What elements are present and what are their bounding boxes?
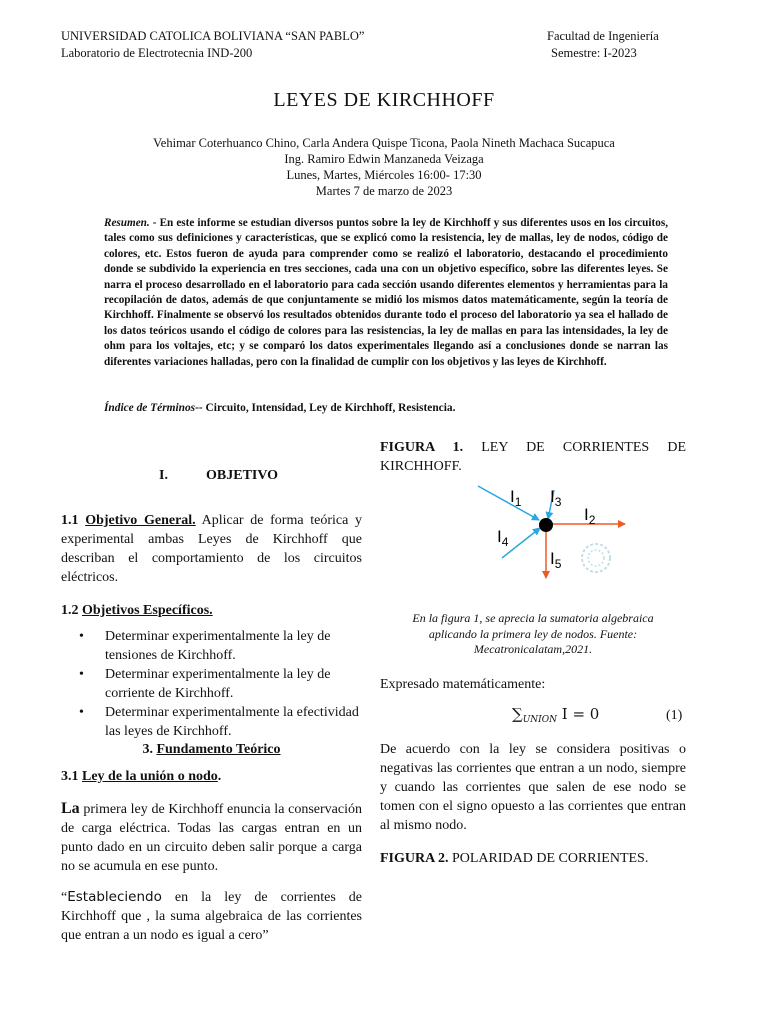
figure2-heading xyxy=(380,849,686,868)
index-terms-lead: Índice de Términos xyxy=(104,402,196,414)
sub31-title: Ley de la unión o nodo xyxy=(82,769,218,784)
para1-lead: La xyxy=(61,800,80,817)
obj-specific-num: 1.2 xyxy=(61,603,82,618)
abstract-text: - En este informe se estudian diversos puntos sobre la ley de Kirchhoff y sus diferentes usos en los circuitos, tales como sus definiciones y características, que se explicó como la resistencia, ley de mallas, ley de nodos, código de colores, etc. Estos fueron de ayuda para comprender como se realizó el laboratorio, destacando el procedimiento donde se subdivido la experiencia en tres secciones, cada una con un objetivo específico, sobre las diferentes leyes. Se narra el proceso desarrollado en el laboratorio para cada sección usando diferentes elementos y herramientas para la recopilación de datos, además de que conjuntamente se midió los mismos datos matemáticamente, según la teoría de Kirchhoff. Finalmente se observó los resultados obtenidos durante todo el proceso del laboratorio ya sea el hallado de los datos teóricos usando el código de colores para las resistencias, la ley de mallas en para las intensidades, la ley de ohm para los voltajes, etc; y se comparó los datos experimentales llegando así a conclusiones donde se narran las diferentes variaciones halladas, pero con la finalidad de cumplir con los objetivos y las leyes de Kirchhoff. xyxy=(104,217,668,368)
eq-subscript: UNION xyxy=(522,715,557,725)
label-i5: $I_5$ xyxy=(550,549,562,571)
faculty-name: Facultad de Ingeniería xyxy=(547,29,659,43)
obj-specific-title: Objetivos Específicos. xyxy=(82,603,213,618)
header-left xyxy=(61,28,364,62)
objetivos-especificos-heading xyxy=(61,601,362,620)
equation-number: (1) xyxy=(666,708,683,723)
label-i1: $I_1$ xyxy=(510,487,522,509)
section3-title: Fundamento Teórico xyxy=(156,742,281,757)
quote-lead: Estableciendo xyxy=(67,889,162,905)
label-i4: $I_4$ xyxy=(497,527,509,549)
paper-meta xyxy=(0,135,768,199)
eq-sigma: ∑ xyxy=(512,705,523,723)
paragraph-primera-ley xyxy=(61,799,362,876)
lab-name: Laboratorio de Electrotecnia IND-200 xyxy=(61,46,253,60)
objetivo-general xyxy=(61,511,362,587)
section3-num: 3. xyxy=(142,742,157,757)
fig2-label: FIGURA 2. xyxy=(380,851,449,866)
section-title: OBJETIVO xyxy=(206,468,279,483)
university-name: UNIVERSIDAD CATOLICA BOLIVIANA “SAN PABLO” xyxy=(61,29,365,43)
list-item: • Determinar experimentalmente la ley de corriente de Kirchhoff. xyxy=(79,667,331,701)
label-i3: $I_3$ xyxy=(550,487,562,509)
label-i2: $I_2$ xyxy=(584,505,596,527)
paper-title: LEYES DE KIRCHHOFF xyxy=(273,89,495,111)
kirchhoff-node-diagram xyxy=(470,482,630,582)
header-right xyxy=(547,28,659,62)
index-terms-text: -- Circuito, Intensidad, Ley de Kirchhoff, Resistencia. xyxy=(195,402,456,414)
current-arrow-i1 xyxy=(478,486,539,520)
authors: Vehimar Coterhuanco Chino, Carla Andera Quispe Ticona, Paola Nineth Machaca Sucapuca xyxy=(153,136,615,150)
node-dot xyxy=(539,518,553,532)
instructor: Ing. Ramiro Edwin Manzaneda Veizaga xyxy=(284,152,484,166)
section-fundamento-heading xyxy=(61,740,362,759)
obj-general-num: 1.1 xyxy=(61,513,86,528)
obj-general-title: Objetivo General. xyxy=(85,513,196,528)
figure1-heading xyxy=(380,438,686,476)
quote-paragraph: “Estableciendo en la ley de corrientes de Kirchhoff que , la suma algebraica de las corrientes que entran a un nodo es igual a cero” xyxy=(61,889,362,943)
subsection-ley-union: 3.1 Ley de la unión o nodo. xyxy=(61,769,222,784)
fig1-label: FIGURA 1. xyxy=(380,440,464,455)
abstract-lead: Resumen. xyxy=(104,217,150,229)
fig1-title: LEY DE CORRIENTES DE KIRCHHOFF. xyxy=(380,440,687,474)
list-item: • Determinar experimentalmente la ley de tensiones de Kirchhoff. xyxy=(79,629,331,663)
eq-body: I = 0 xyxy=(557,705,600,723)
sub31-num: 3.1 xyxy=(61,769,82,784)
objetivos-especificos-list xyxy=(61,627,362,741)
para1-text: primera ley de Kirchhoff enuncia la conservación de carga eléctrica. Todas las cargas entran en un punto dado en un circuito deben salir porque a carga no se acumula en ese punto. xyxy=(61,802,362,874)
quote-text: en la ley de corrientes de Kirchhoff que , la suma algebraica de las corrientes que entran a un nodo es igual a cero” xyxy=(61,890,362,943)
obj-general-text: Aplicar de forma teórica y experimental ambas Leyes de Kirchhoff que describan el comportamiento de los circuitos eléctricos. xyxy=(61,513,363,585)
list-item: • Determinar experimentalmente la efectividad las leyes de Kirchhoff. xyxy=(79,705,359,739)
date: Martes 7 de marzo de 2023 xyxy=(315,184,453,198)
equation-1 xyxy=(512,705,599,725)
schedule: Lunes, Martes, Miércoles 16:00- 17:30 xyxy=(286,168,482,182)
index-terms xyxy=(104,402,668,414)
math-intro: Expresado matemáticamente: xyxy=(380,677,546,692)
figure1-caption: En la figura 1, se aprecia la sumatoria algebraica aplicando la primera ley de nodos. Fuente: Mecatronicalatam,2021. xyxy=(412,611,654,656)
watermark-gear-icon xyxy=(582,544,610,572)
section-number: I. xyxy=(159,468,168,483)
abstract xyxy=(104,216,668,370)
paragraph-polaridad: De acuerdo con la ley se considera positivas o negativas las corrientes que entran a un nodo, siempre y cuando las corrientes que salen de ese nodo se tomen con el signo opuesto a las corrientes que entran al mismo nodo. xyxy=(380,742,686,833)
semester: Semestre: I-2023 xyxy=(551,46,637,60)
fig2-title: POLARIDAD DE CORRIENTES. xyxy=(448,851,649,866)
